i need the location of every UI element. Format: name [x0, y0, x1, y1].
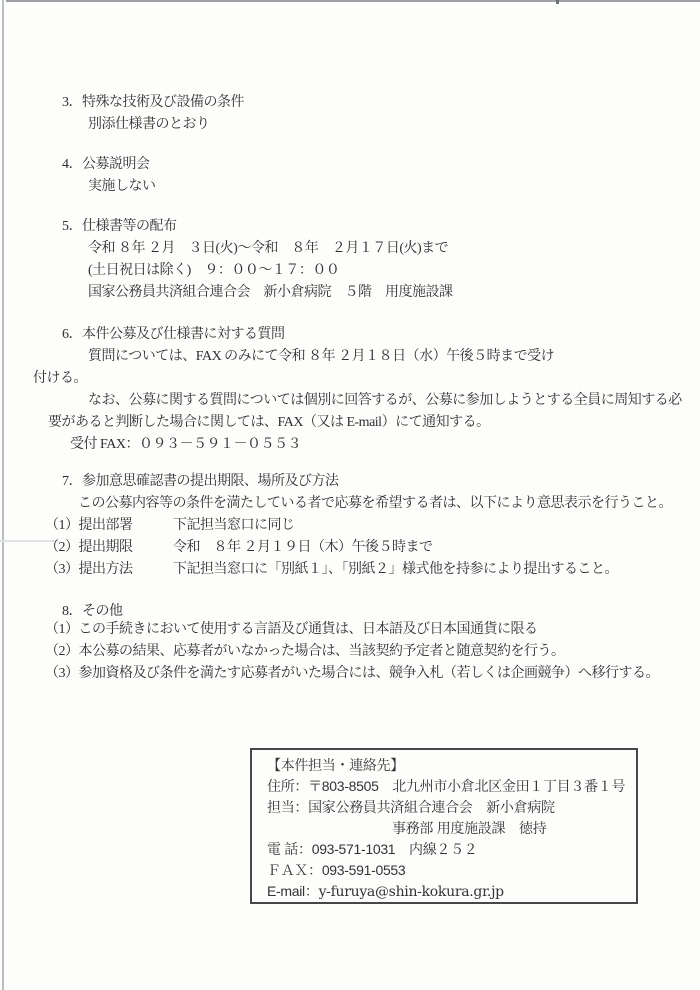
section-6-fax-number: 受付 FAX：０９３－５９１－０５５３ — [70, 437, 301, 452]
section-7-item-1-label: （1）提出部署 — [45, 518, 133, 533]
scan-edge-tick — [556, 0, 559, 4]
section-7-item-2-value: 令和 ８年 ２月１９日（木）午後５時まで — [173, 540, 433, 555]
section-3 — [0, 92, 700, 136]
section-6-heading: 6．本件公募及び仕様書に対する質問 — [62, 327, 285, 342]
section-4 — [0, 154, 700, 198]
section-7-item-1-value: 下記担当窓口に同じ — [173, 518, 295, 533]
section-7-item-2-label: （2）提出期限 — [45, 540, 133, 555]
contact-tel — [267, 839, 628, 860]
section-7-heading: 7．参加意思確認書の提出期限、場所及び方法 — [62, 474, 339, 489]
contact-charge-department: 事務部 用度施設課 徳持 — [392, 820, 547, 836]
section-6-question-deadline: 質問については、FAX のみにて令和 ８年 ２月１８日（水）午後５時まで受け — [88, 349, 555, 364]
section-7-item-3 — [45, 559, 700, 581]
section-7-item-2 — [45, 537, 700, 559]
contact-box-title: 【本件担当・連絡先】 — [267, 757, 404, 773]
contact-charge-label: 担当： — [267, 799, 309, 815]
section-8-item-1: （1）この手続きにおいて使用する言語及び通貨は、日本語及び日本国通貨に限る — [45, 622, 538, 637]
section-7-intro: この公募内容等の条件を満たしている者で応募を希望する者は、以下により意思表示を行うこと。 — [78, 496, 672, 511]
contact-box — [250, 748, 638, 904]
section-5-hours: (土日祝日は除く) ９：００～１７：００ — [88, 263, 340, 278]
section-3-body: 別添仕様書のとおり — [88, 117, 210, 132]
scan-edge-top — [6, 0, 700, 2]
section-5-heading: 5．仕様書等の配布 — [62, 219, 177, 234]
section-8-heading: 8．その他 — [62, 604, 123, 619]
contact-fax-value: 093-591-0553 — [321, 862, 406, 878]
contact-fax-label: ＦＡＸ： — [267, 862, 322, 878]
section-7-item-3-value: 下記担当窓口に「別紙１」、「別紙２」様式他を持参により提出すること。 — [173, 562, 618, 577]
section-5-location: 国家公務員共済組合連合会 新小倉病院 ５階 用度施設課 — [88, 285, 453, 300]
contact-email-label: E-mail： — [267, 883, 319, 899]
section-4-heading: 4．公募説明会 — [62, 157, 150, 172]
section-7-item-1 — [45, 515, 700, 537]
section-6 — [0, 324, 700, 456]
contact-charge — [267, 797, 628, 818]
section-8 — [0, 601, 700, 685]
contact-tel-value: 093-571-1031 内線２５２ — [311, 841, 478, 857]
section-4-body: 実施しない — [88, 179, 156, 194]
contact-address — [267, 776, 628, 797]
section-8-item-3: （3）参加資格及び条件を満たす応募者がいた場合には、競争入札（若しくは企画競争）へ移行する。 — [45, 666, 659, 681]
contact-email-value: y-furuya@shin-kokura.gr.jp — [318, 884, 504, 900]
section-7 — [0, 471, 700, 581]
contact-email — [267, 881, 628, 903]
section-6-note: なお、公募に関する質問については個別に回答するが、公募に参加しようとする全員に周知する必 — [88, 393, 682, 408]
section-6-continuation: 付ける。 — [33, 371, 87, 386]
section-5-distribution-period: 令和 ８年 ２月 ３日(火)～令和 ８年 ２月１７日(火)まで — [88, 241, 449, 256]
contact-address-value: 〒803-8505 北九州市小倉北区金田１丁目３番１号 — [308, 778, 626, 794]
section-5 — [0, 216, 700, 304]
contact-tel-label: 電 話： — [267, 841, 312, 857]
contact-fax — [267, 860, 628, 881]
section-3-heading: 3．特殊な技術及び設備の条件 — [62, 95, 244, 110]
section-8-item-2: （2）本公募の結果、応募者がいなかった場合は、当該契約予定者と随意契約を行う。 — [45, 644, 565, 659]
contact-charge-value: 国家公務員共済組合連合会 新小倉病院 — [308, 799, 555, 815]
section-7-item-3-label: （3）提出方法 — [45, 562, 133, 577]
contact-address-label: 住所： — [267, 778, 309, 794]
section-6-note-continuation: 要があると判断した場合に関しては、FAX（又は E-mail）にて通知する。 — [48, 415, 490, 430]
